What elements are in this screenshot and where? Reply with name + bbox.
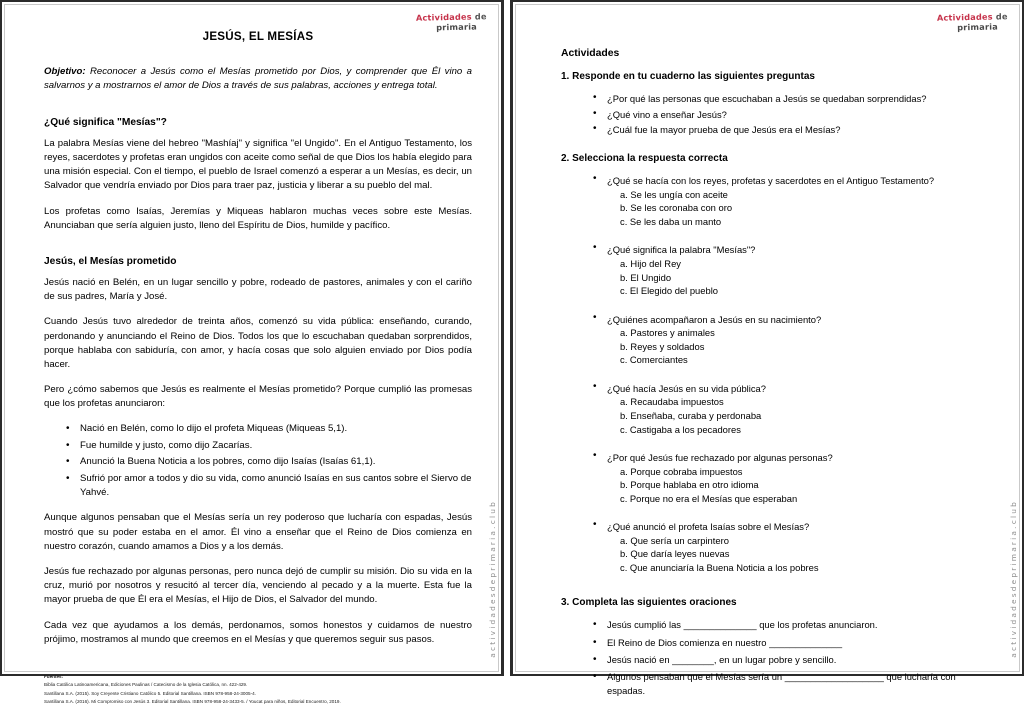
vertical-watermark-right: actividadesdeprimaria.club: [1009, 500, 1018, 658]
promised-paragraph-1: Jesús nació en Belén, en un lugar sencillo y pobre, rodeado de pastores, animales y con el cariño de sus padres, María y José.: [44, 276, 472, 303]
brand-name: Actividades: [415, 11, 473, 23]
page-title: JESÚS, EL MESÍAS: [202, 30, 314, 43]
activity-2-heading: 2. Selecciona la respuesta correcta: [561, 153, 728, 165]
list-item[interactable]: • Jesús cumplió las ______________ que los profetas anunciaron.: [593, 618, 993, 632]
mc-option[interactable]: c. Comerciantes: [620, 354, 688, 366]
list-item: [593, 520, 993, 574]
list-item: • Anunció la Buena Noticia a los pobres, como dijo Isaías (Isaías 61,1).: [66, 455, 472, 469]
mc-option[interactable]: c. Se les daba un manto: [620, 215, 722, 227]
right-page: [510, 0, 1024, 696]
mc-option[interactable]: a. Pastores y animales: [620, 327, 715, 339]
promised-paragraph-5: Jesús fue rechazado por algunas personas, pero nunca dejó de cumplir su misión. Dio su vida en la cruz, murió por nosotros y resucitó al tercer día, venciendo al pecado y a la muerte. Esta fue la mayor prueba de que Él era el Mesías, el Hijo de Dios, el Salvador del mundo.: [44, 565, 472, 606]
mc-option[interactable]: b. Porque hablaba en otro idioma: [620, 479, 759, 491]
list-item[interactable]: • Jesús nació en ________, en un lugar pobre y sencillo.: [593, 653, 993, 667]
mc-question: • ¿Qué hacía Jesús en su vida pública?: [607, 382, 766, 394]
list-item: [593, 243, 993, 297]
mc-option[interactable]: c. Que anunciaría la Buena Noticia a los pobres: [620, 561, 819, 573]
brand-logo-line2: primaria: [436, 21, 478, 33]
list-item: [593, 382, 993, 436]
list-item[interactable]: • Algunos pensaban que el Mesías sería un ___________________ que lucharía con espadas.: [593, 670, 993, 698]
mc-question: • ¿Qué se hacía con los reyes, profetas y sacerdotes en el Antiguo Testamento?: [607, 175, 935, 187]
mc-option[interactable]: c. El Elegido del pueblo: [620, 285, 718, 297]
section-heading-promised: Jesús, el Mesías prometido: [44, 255, 177, 267]
mc-option[interactable]: b. El Ungido: [620, 271, 672, 283]
brand-logo-line2: primaria: [957, 21, 999, 33]
list-item: [593, 174, 993, 228]
mc-question: • ¿Por qué Jesús fue rechazado por algunas personas?: [607, 452, 833, 464]
sources-label: Fuentes:: [44, 673, 64, 679]
promised-paragraph-2: Cuando Jesús tuvo alrededor de treinta años, comenzó su vida pública: enseñando, curando, perdonando y anunciando el Reino de Dios. Todos los que lo escuchaban quedaban sorprendidos, porque hablaba con sabiduría, con amor, y hacía cosas que solo alguien enviado por Dios podía hacer.: [44, 316, 472, 370]
mc-option[interactable]: c. Castigaba a los pecadores: [620, 423, 741, 435]
section-spacer: [44, 244, 472, 256]
meaning-paragraph-2: Los profetas como Isaías, Jeremías y Miqueas hablaron muchas veces sobre este Mesías. Anunciaban que sería alguien justo, lleno del Espíritu de Dios, humilde y pacífico.: [44, 205, 472, 231]
left-page-content: [44, 30, 472, 707]
activities-title: Actividades: [561, 48, 620, 59]
mc-question: • ¿Qué significa la palabra "Mesías"?: [607, 244, 756, 256]
mc-option[interactable]: a. Hijo del Rey: [620, 258, 681, 269]
mc-option[interactable]: b. Se les coronaba con oro: [620, 202, 733, 214]
list-item: • Nació en Belén, como lo dijo el profeta Miqueas (Miqueas 5,1).: [66, 422, 472, 436]
brand-name: Actividades: [936, 11, 994, 23]
right-page-content: [561, 48, 993, 701]
objective-label: Objetivo:: [44, 66, 86, 77]
activity-1-heading: 1. Responde en tu cuaderno las siguientes preguntas: [561, 71, 815, 82]
sources-line: Biblia Católica Latinoamericana, Ediciones Paulinas / Catecismo de la Iglesia Católica, nn. 422-429.: [44, 682, 248, 688]
sources-line: Santillana S.A. (2016). Mi Compromiso con Jesús 3. Editorial Santillana. ISBN 978-958-24-3433-5. / Youcat para niños, Editorial Encuentro, 2019.: [44, 699, 341, 705]
brand-de: de: [992, 11, 1008, 22]
mc-option[interactable]: a. Recaudaba impuestos: [620, 396, 724, 408]
mc-question: • ¿Qué anunció el profeta Isaías sobre el Mesías?: [607, 521, 810, 533]
list-item: [593, 313, 993, 367]
activity-spacer: [561, 589, 993, 597]
meaning-paragraph-1: La palabra Mesías viene del hebreo "Mashíaj" y significa "el Ungido". En el Antiguo Testamento, los reyes, sacerdotes y profetas eran ungidos con aceite como señal de que Dios los había elegido para una misión especial. Con el tiempo, el pueblo de Israel comenzó a esperar a un Mesías, es decir, un Salvador que vendría enviado por Dios para traer paz, justicia y liberar a su pueblo del mal.: [44, 137, 472, 192]
activity-3-heading: 3. Completa las siguientes oraciones: [561, 597, 737, 609]
list-item: • Fue humilde y justo, como dijo Zacarías.: [66, 439, 472, 453]
mc-option[interactable]: a. Que sería un carpintero: [620, 534, 729, 546]
sources-block: [44, 673, 472, 707]
left-page-surface: [4, 4, 499, 705]
mc-option[interactable]: a. Porque cobraba impuestos: [620, 465, 743, 477]
mc-option[interactable]: a. Se les ungía con aceite: [620, 188, 728, 200]
right-page-surface: [515, 4, 1020, 696]
promised-paragraph-3: Pero ¿cómo sabemos que Jesús es realmente el Mesías prometido? Porque cumplió las promesas que los profetas anunciaron:: [44, 384, 472, 410]
promised-paragraph-6: Cada vez que ayudamos a los demás, perdonamos, somos honestos y cuidamos de nuestro prójimo, mostramos al mundo que creemos en el Mesías y que queremos seguir sus pasos.: [44, 619, 472, 645]
sources-line: Santillana S.A. (2015). Soy Creyente Cristiano Católico 5. Editorial Santillana. ISBN 978-958-24-3005-4.: [44, 690, 256, 696]
list-item: • ¿Cuál fue la mayor prueba de que Jesús era el Mesías?: [593, 123, 993, 137]
list-item: • ¿Por qué las personas que escuchaban a Jesús se quedaban sorprendidas?: [593, 92, 993, 106]
activity-3-sentence-list: [561, 618, 993, 698]
mc-option[interactable]: b. Enseñaba, curaba y perdonaba: [620, 409, 762, 421]
mc-option[interactable]: b. Reyes y soldados: [620, 340, 705, 352]
objective-text: Reconocer a Jesús como el Mesías prometido por Dios, y comprender que Él vino a salvarnos y a mostrarnos el amor de Dios a través de sus palabras, acciones y entrega total.: [44, 66, 472, 91]
vertical-watermark-left: actividadesdeprimaria.club: [488, 500, 497, 658]
activity-1-question-list: [561, 92, 993, 137]
list-item: • ¿Qué vino a enseñar Jesús?: [593, 108, 993, 122]
prophecy-bullet-list: [44, 422, 472, 500]
section-heading-meaning: ¿Qué significa "Mesías"?: [44, 116, 167, 128]
mc-option[interactable]: b. Que daría leyes nuevas: [620, 548, 730, 560]
mc-question: • ¿Quiénes acompañaron a Jesús en su nacimiento?: [607, 313, 822, 325]
brand-logo: [937, 11, 1008, 33]
objective-paragraph: [44, 65, 472, 93]
brand-de: de: [471, 11, 487, 22]
list-item: • Sufrió por amor a todos y dio su vida, como anunció Isaías en sus cantos sobre el Siervo de Yahvé.: [66, 472, 472, 501]
mc-option[interactable]: c. Porque no era el Mesías que esperaban: [620, 492, 798, 504]
promised-paragraph-4: Aunque algunos pensaban que el Mesías sería un rey poderoso que lucharía con espadas, Jesús mostró que su poder estaba en el amor. Él vino a enseñar que el Reino de Dios comienza en nuestro corazón, cuando amamos a Dios y a los demás.: [44, 512, 472, 552]
list-item: [593, 451, 993, 505]
list-item[interactable]: • El Reino de Dios comienza en nuestro ______________: [593, 636, 993, 650]
left-page: [0, 0, 504, 705]
activity-2-question-list: [561, 174, 993, 574]
